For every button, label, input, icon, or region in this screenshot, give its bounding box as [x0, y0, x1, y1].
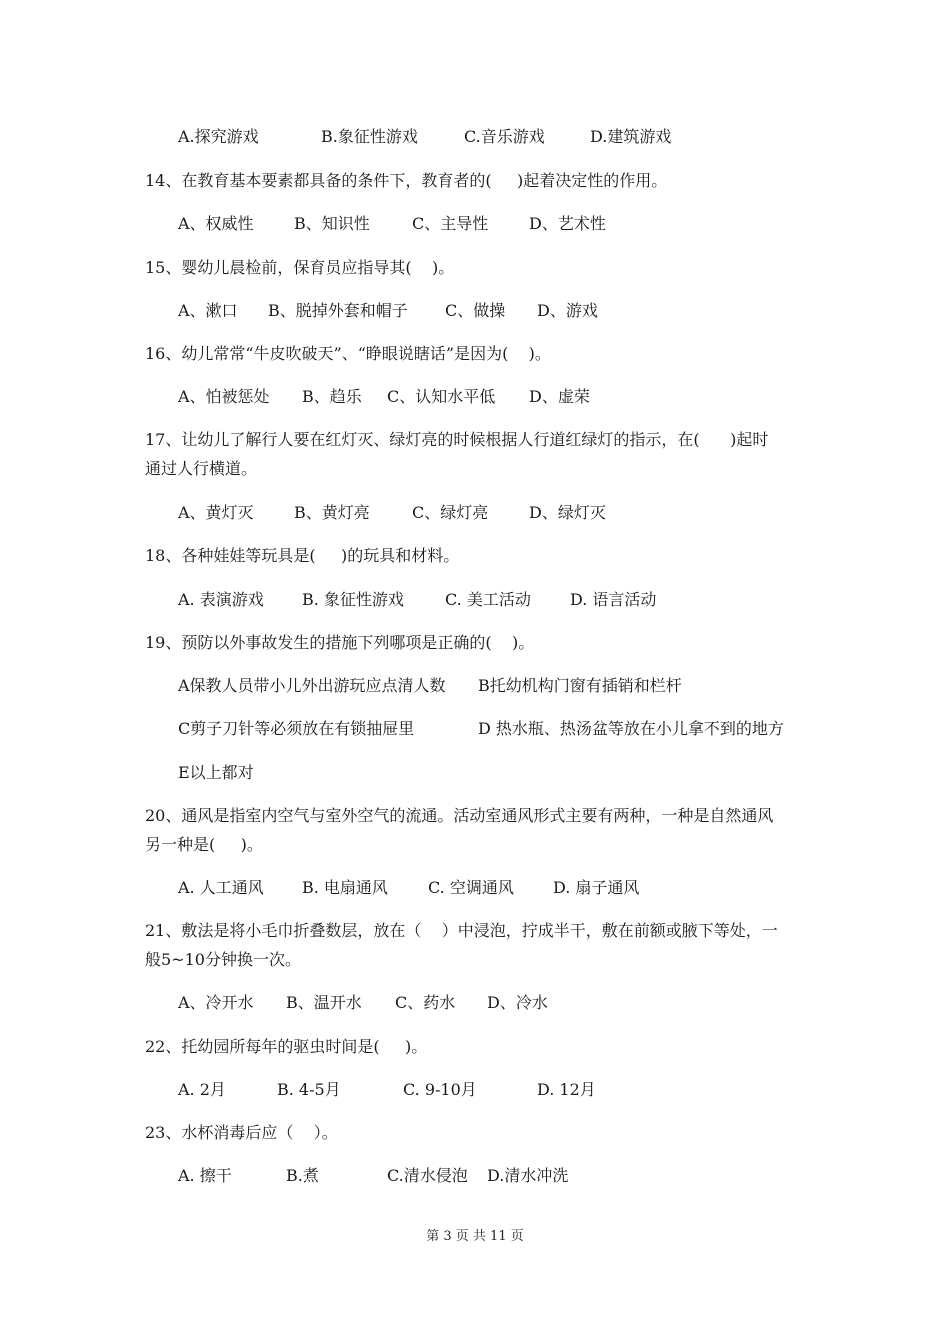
- q19-option-b: B托幼机构门窗有插销和栏杆: [478, 676, 682, 695]
- q21-question-line2: 般5~10分钟换一次。: [145, 950, 301, 969]
- q13-option-b: B.象征性游戏: [321, 127, 418, 146]
- q17-option-a: A、黄灯灭: [178, 503, 254, 522]
- q17-option-b: B、黄灯亮: [294, 503, 370, 522]
- q18-option-d: D. 语言活动: [570, 590, 657, 609]
- q22-question: 22、托幼园所每年的驱虫时间是( )。: [145, 1037, 428, 1056]
- q22-option-d: D. 12月: [537, 1080, 596, 1099]
- q16-option-b: B、趋乐: [302, 387, 362, 406]
- q23-option-c: C.清水侵泡: [387, 1166, 468, 1185]
- q19-option-c: C剪子刀针等必须放在有锁抽屉里: [178, 719, 415, 738]
- q21-option-b: B、温开水: [286, 993, 362, 1012]
- q16-option-c: C、认知水平低: [387, 387, 496, 406]
- q18-question: 18、各种娃娃等玩具是( )的玩具和材料。: [145, 546, 460, 565]
- q20-question-line2: 另一种是( )。: [145, 835, 263, 854]
- q14-option-b: B、知识性: [294, 214, 370, 233]
- q17-question-line1: 17、让幼儿了解行人要在红灯灭、绿灯亮的时候根据人行道红绿灯的指示，在( )起时: [145, 430, 769, 449]
- page-number-footer: 第 3 页 共 11 页: [426, 1229, 524, 1244]
- q20-option-d: D. 扇子通风: [553, 878, 640, 897]
- q20-option-b: B. 电扇通风: [302, 878, 388, 897]
- q18-option-c: C. 美工活动: [445, 590, 531, 609]
- q22-option-a: A. 2月: [178, 1080, 226, 1099]
- q17-option-c: C、绿灯亮: [412, 503, 489, 522]
- q14-option-c: C、主导性: [412, 214, 489, 233]
- q14-option-a: A、权威性: [178, 214, 254, 233]
- q17-option-d: D、绿灯灭: [529, 503, 606, 522]
- q16-question: 16、幼儿常常“牛皮吹破天”、“睁眼说瞎话”是因为( )。: [145, 344, 551, 363]
- q23-question: 23、水杯消毒后应（ ）。: [145, 1123, 338, 1142]
- q17-question-line2: 通过人行横道。: [145, 459, 258, 478]
- q20-option-a: A. 人工通风: [178, 878, 264, 897]
- q21-question-line1: 21、敷法是将小毛巾折叠数层，放在（ ）中浸泡，拧成半干，敷在前额或腋下等处，一: [145, 921, 778, 940]
- q13-option-c: C.音乐游戏: [464, 127, 545, 146]
- q16-option-a: A、怕被惩处: [178, 387, 270, 406]
- q19-question: 19、预防以外事故发生的措施下列哪项是正确的( )。: [145, 633, 535, 652]
- q18-option-a: A. 表演游戏: [178, 590, 264, 609]
- q14-question: 14、在教育基本要素都具备的条件下，教育者的( )起着决定性的作用。: [145, 171, 668, 190]
- q15-option-a: A、漱口: [178, 301, 238, 320]
- q15-question: 15、婴幼儿晨检前，保育员应指导其( )。: [145, 258, 455, 277]
- q15-option-c: C、做操: [445, 301, 506, 320]
- q19-option-a: A保教人员带小儿外出游玩应点清人数: [178, 676, 446, 695]
- q13-option-a: A.探究游戏: [178, 127, 259, 146]
- q20-option-c: C. 空调通风: [428, 878, 514, 897]
- q21-option-d: D、冷水: [487, 993, 548, 1012]
- q15-option-d: D、游戏: [537, 301, 598, 320]
- q16-option-d: D、虚荣: [529, 387, 590, 406]
- q22-option-b: B. 4-5月: [277, 1080, 341, 1099]
- q21-option-c: C、药水: [395, 993, 456, 1012]
- q15-option-b: B、脱掉外套和帽子: [268, 301, 408, 320]
- q20-question-line1: 20、通风是指室内空气与室外空气的流通。活动室通风形式主要有两种，一种是自然通风: [145, 806, 774, 825]
- q23-option-d: D.清水冲洗: [487, 1166, 569, 1185]
- q13-option-d: D.建筑游戏: [590, 127, 672, 146]
- q22-option-c: C. 9-10月: [403, 1080, 477, 1099]
- q23-option-b: B.煮: [286, 1166, 319, 1185]
- q21-option-a: A、冷开水: [178, 993, 254, 1012]
- q14-option-d: D、艺术性: [529, 214, 606, 233]
- q19-option-d: D 热水瓶、热汤盆等放在小儿拿不到的地方: [478, 719, 784, 738]
- q18-option-b: B. 象征性游戏: [302, 590, 404, 609]
- q23-option-a: A. 擦干: [178, 1166, 232, 1185]
- q19-option-e: E以上都对: [178, 763, 254, 782]
